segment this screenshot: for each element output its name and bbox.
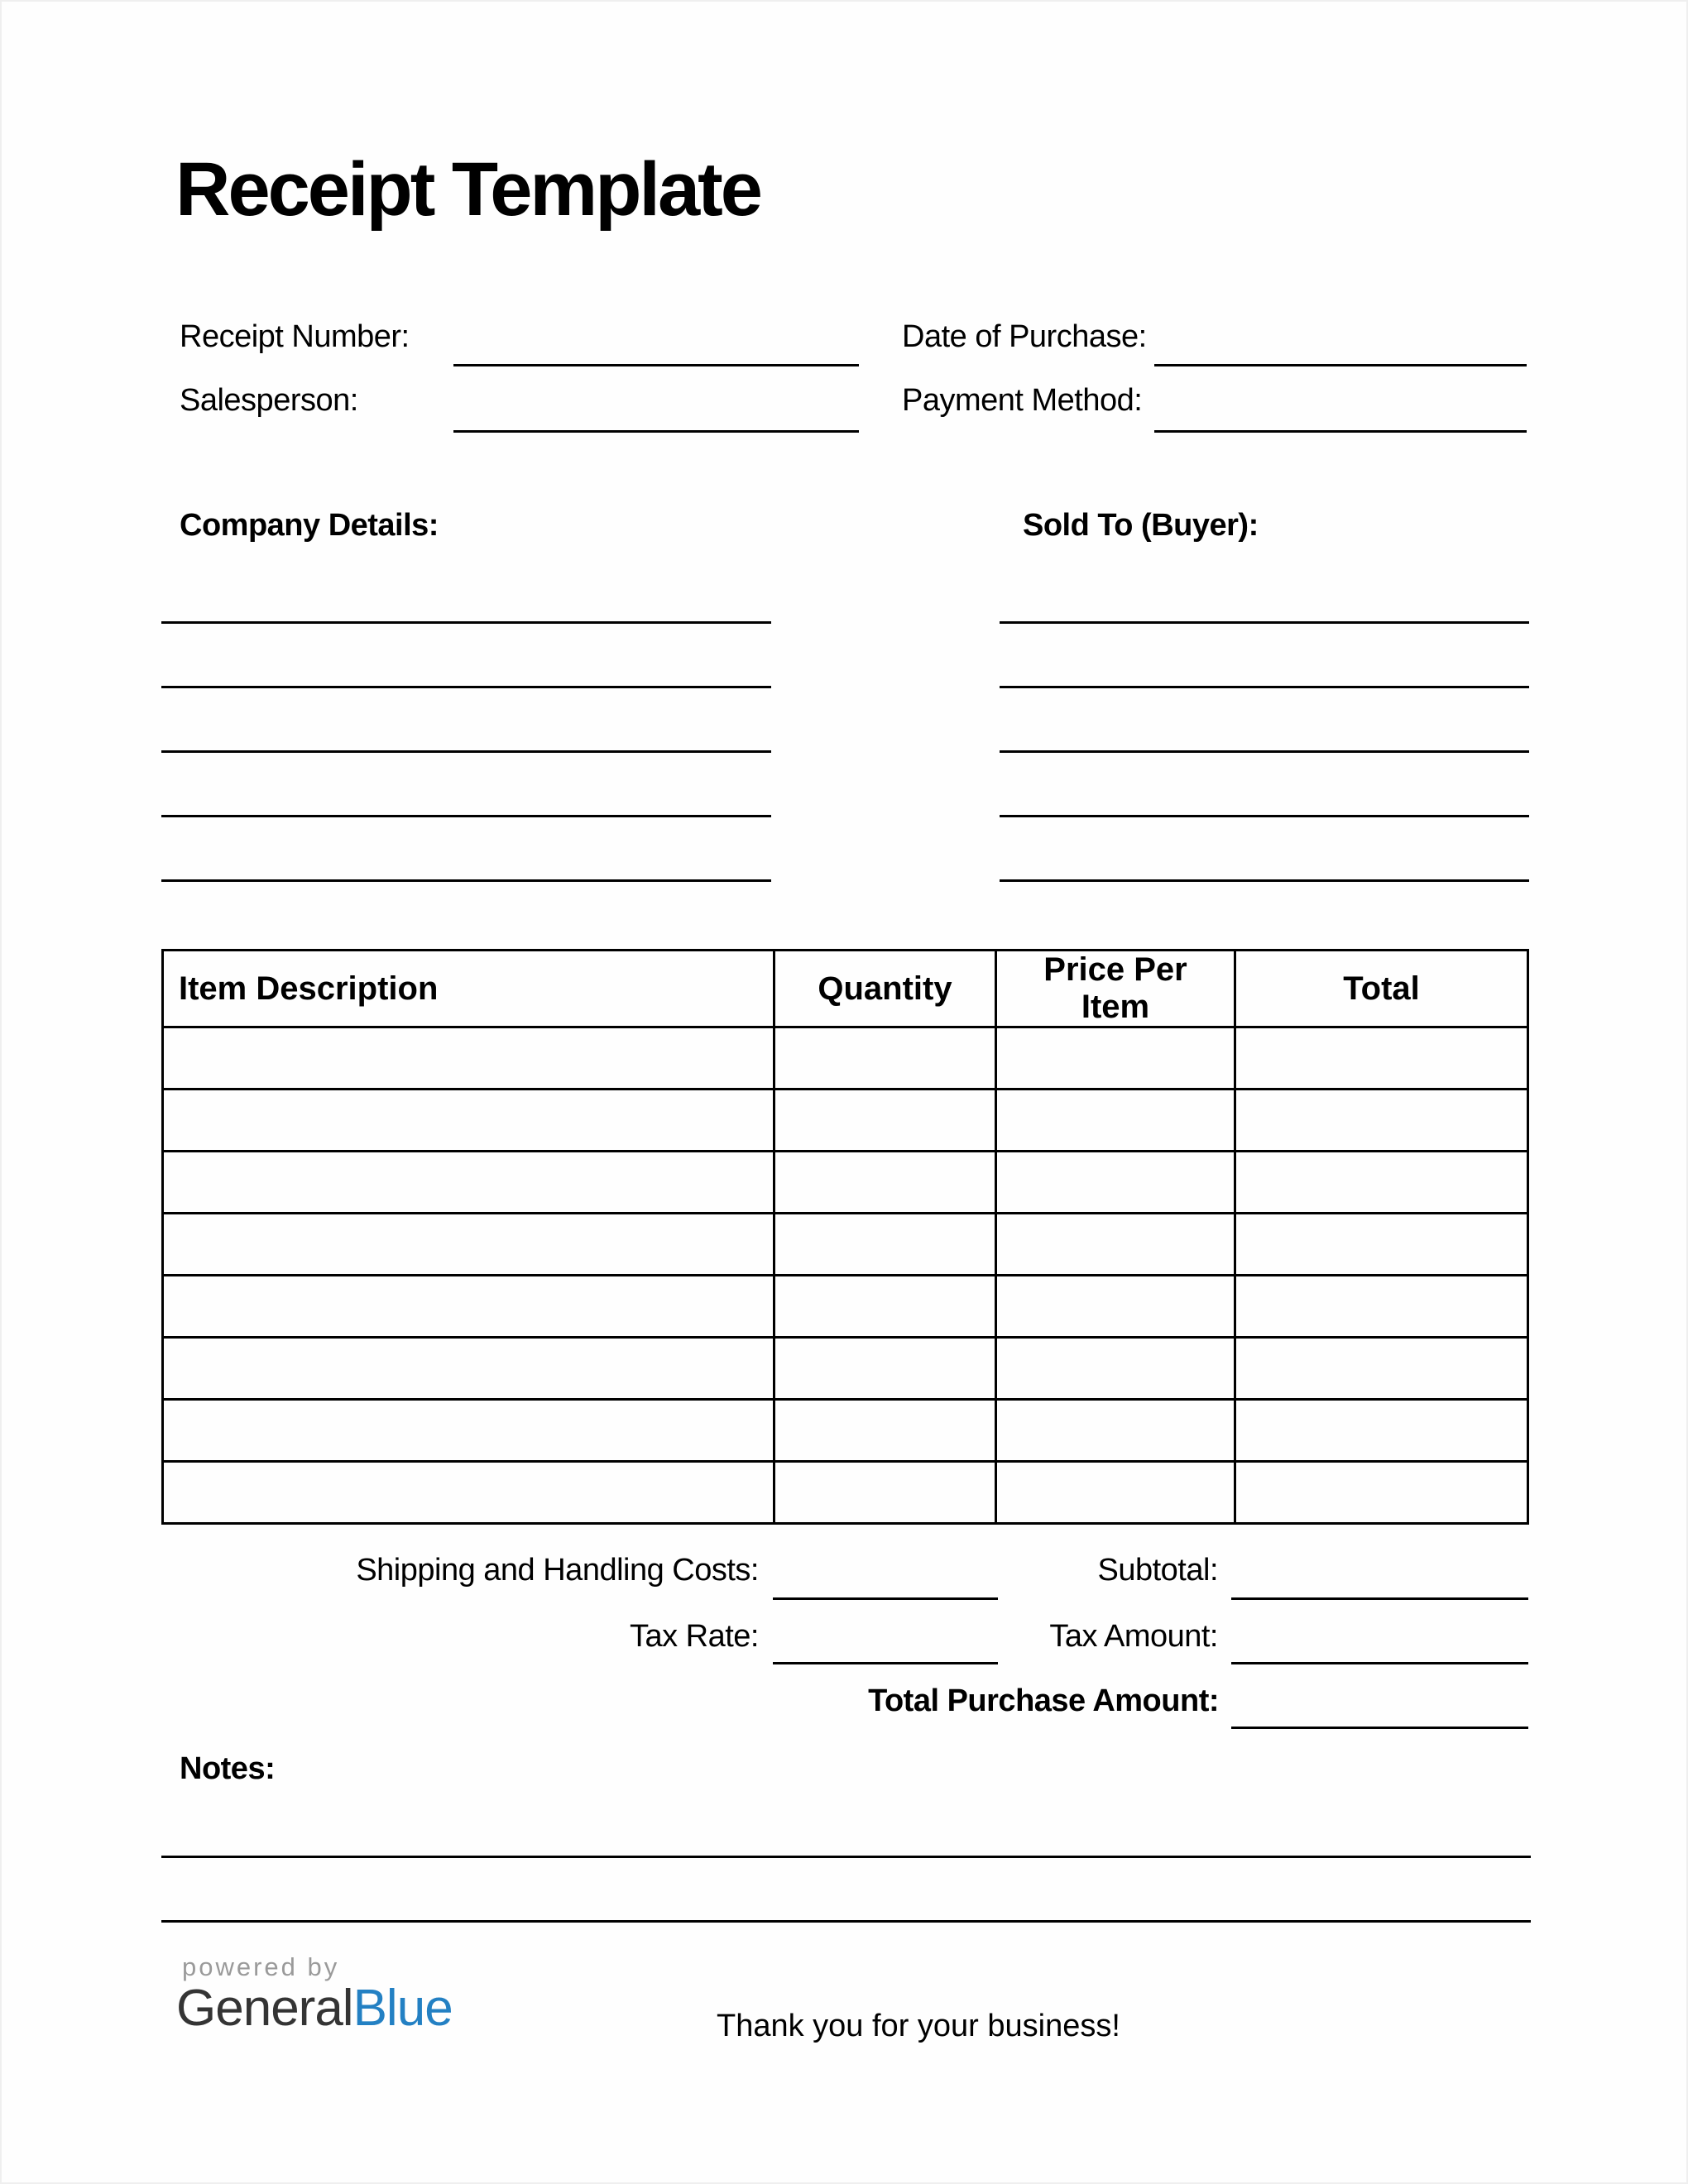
item-description-cell xyxy=(163,1400,774,1462)
company-details-heading: Company Details: xyxy=(180,508,439,543)
total-purchase-amount-label: Total Purchase Amount: xyxy=(868,1684,1219,1718)
item-row xyxy=(163,1276,1528,1338)
item-total-cell xyxy=(1235,1276,1528,1338)
item-row xyxy=(163,1027,1528,1090)
buyer-write-in-line xyxy=(1000,879,1529,882)
tax-rate-label: Tax Rate: xyxy=(629,1619,759,1654)
item-total-cell xyxy=(1235,1027,1528,1090)
total-purchase-amount-line xyxy=(1231,1727,1528,1729)
item-description-cell xyxy=(163,1338,774,1400)
item-description-cell xyxy=(163,1090,774,1152)
buyer-write-in-line xyxy=(1000,686,1529,688)
item-total-cell xyxy=(1235,1462,1528,1524)
receipt-number-line xyxy=(453,364,859,366)
item-quantity-cell xyxy=(774,1338,996,1400)
item-quantity-cell xyxy=(774,1090,996,1152)
item-price-per-item-cell xyxy=(996,1276,1235,1338)
item-row xyxy=(163,1090,1528,1152)
items-table-header-row xyxy=(163,951,1528,1027)
brand-general-text: General xyxy=(176,1980,353,2037)
item-quantity-cell xyxy=(774,1214,996,1276)
item-quantity-cell xyxy=(774,1462,996,1524)
company-write-in-line xyxy=(161,686,771,688)
item-row xyxy=(163,1152,1528,1214)
buyer-write-in-line xyxy=(1000,621,1529,624)
item-price-per-item-cell xyxy=(996,1090,1235,1152)
item-description-cell xyxy=(163,1152,774,1214)
notes-write-in-line xyxy=(161,1920,1531,1923)
item-row xyxy=(163,1400,1528,1462)
total-header: Total xyxy=(1235,951,1528,1027)
item-price-per-item-cell xyxy=(996,1338,1235,1400)
item-total-cell xyxy=(1235,1152,1528,1214)
item-price-per-item-cell xyxy=(996,1462,1235,1524)
company-details-lines xyxy=(161,621,771,944)
company-write-in-line xyxy=(161,879,771,882)
powered-by-text: powered by xyxy=(182,1952,340,1981)
item-row xyxy=(163,1462,1528,1524)
tax-rate-line xyxy=(773,1662,998,1664)
item-description-header: Item Description xyxy=(163,951,774,1027)
item-quantity-cell xyxy=(774,1400,996,1462)
item-row xyxy=(163,1214,1528,1276)
item-price-per-item-cell xyxy=(996,1027,1235,1090)
item-price-per-item-cell xyxy=(996,1400,1235,1462)
payment-method-label: Payment Method: xyxy=(902,383,1143,418)
item-total-cell xyxy=(1235,1090,1528,1152)
item-quantity-cell xyxy=(774,1027,996,1090)
item-description-cell xyxy=(163,1214,774,1276)
sold-to-heading: Sold To (Buyer): xyxy=(1023,508,1259,543)
subtotal-line xyxy=(1231,1597,1528,1600)
item-total-cell xyxy=(1235,1400,1528,1462)
item-description-cell xyxy=(163,1462,774,1524)
item-quantity-cell xyxy=(774,1152,996,1214)
brand-blue-text: Blue xyxy=(352,1980,453,2037)
item-row xyxy=(163,1338,1528,1400)
sold-to-lines xyxy=(1000,621,1529,944)
buyer-write-in-line xyxy=(1000,815,1529,817)
buyer-write-in-line xyxy=(1000,750,1529,753)
items-table-body xyxy=(163,1027,1528,1524)
item-price-per-item-cell xyxy=(996,1152,1235,1214)
shipping-handling-line xyxy=(773,1597,998,1600)
company-write-in-line xyxy=(161,750,771,753)
notes-write-in-line xyxy=(161,1856,1531,1858)
date-of-purchase-label: Date of Purchase: xyxy=(902,319,1147,354)
item-price-per-item-cell xyxy=(996,1214,1235,1276)
company-write-in-line xyxy=(161,621,771,624)
item-quantity-cell xyxy=(774,1276,996,1338)
company-write-in-line xyxy=(161,815,771,817)
salesperson-line xyxy=(453,430,859,433)
salesperson-label: Salesperson: xyxy=(180,383,358,418)
page-title: Receipt Template xyxy=(175,147,760,232)
item-total-cell xyxy=(1235,1338,1528,1400)
notes-lines xyxy=(161,1856,1531,1985)
items-table xyxy=(161,949,1529,1525)
item-description-cell xyxy=(163,1276,774,1338)
tax-amount-label: Tax Amount: xyxy=(1049,1619,1218,1654)
general-blue-logo xyxy=(176,1980,453,2037)
date-of-purchase-line xyxy=(1154,364,1527,366)
notes-heading: Notes: xyxy=(180,1751,276,1786)
tax-amount-line xyxy=(1231,1662,1528,1664)
subtotal-label: Subtotal: xyxy=(1097,1553,1218,1588)
receipt-number-label: Receipt Number: xyxy=(180,319,410,354)
item-total-cell xyxy=(1235,1214,1528,1276)
thank-you-text: Thank you for your business! xyxy=(717,2009,1120,2043)
quantity-header: Quantity xyxy=(774,951,996,1027)
shipping-handling-label: Shipping and Handling Costs: xyxy=(356,1553,759,1588)
price-per-item-header: Price Per Item xyxy=(996,951,1235,1027)
item-description-cell xyxy=(163,1027,774,1090)
payment-method-line xyxy=(1154,430,1527,433)
